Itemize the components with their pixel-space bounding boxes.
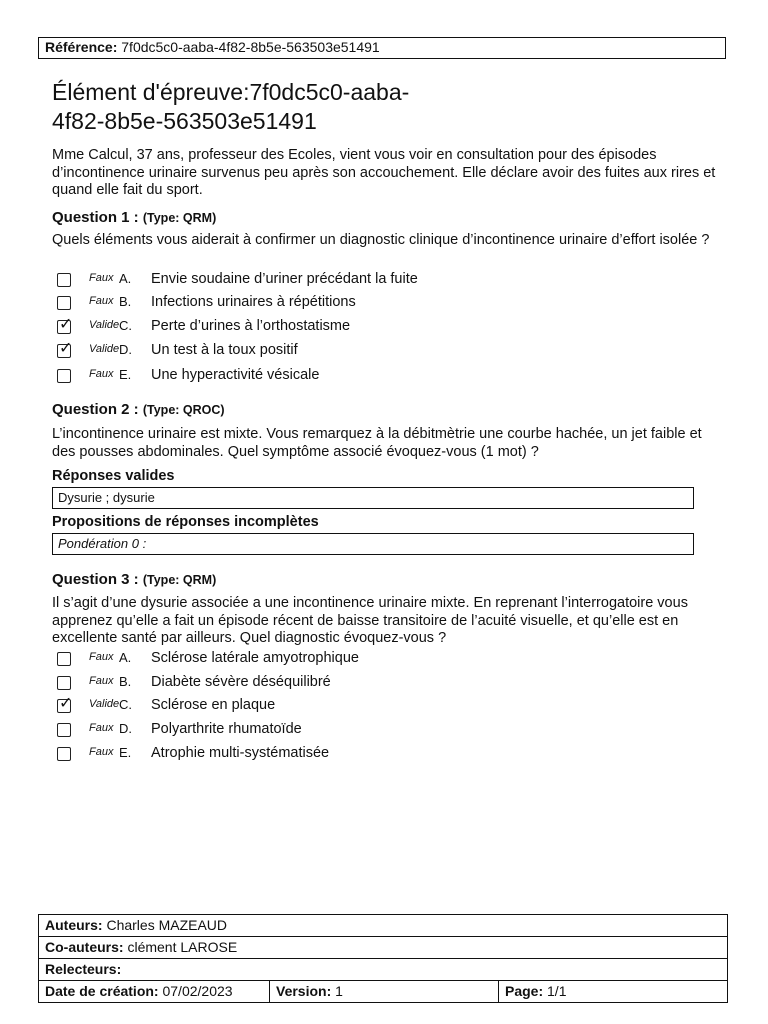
option-status: Faux (89, 675, 114, 687)
option-status: Valide (89, 319, 120, 331)
option-status: Valide (89, 698, 120, 710)
option-status: Faux (89, 272, 114, 284)
option-text: Une hyperactivité vésicale (151, 367, 320, 383)
page-label: Page: (505, 983, 544, 999)
option-status: Valide (89, 343, 120, 355)
version-cell (270, 981, 499, 1003)
coauthors-label: Co-auteurs: (45, 939, 124, 955)
option-letter: B. (119, 294, 132, 309)
question-1-option-b[interactable] (57, 293, 697, 313)
option-text: Un test à la toux positif (151, 342, 298, 358)
option-letter: C. (119, 318, 132, 333)
question-2-heading (52, 401, 225, 419)
option-letter: D. (119, 342, 132, 357)
question-3-label: Question 3 : (52, 571, 139, 588)
date-value: 07/02/2023 (162, 983, 233, 999)
date-cell (39, 981, 270, 1003)
coauthors-value: clément LAROSE (127, 939, 238, 955)
version-label: Version: (276, 983, 332, 999)
question-2-type: (Type: QROC) (142, 403, 225, 417)
reviewers-label: Relecteurs: (45, 961, 122, 977)
question-3-heading (52, 571, 216, 589)
question-2-label: Question 2 : (52, 401, 139, 418)
option-text: Atrophie multi-systématisée (151, 745, 330, 761)
checkbox[interactable] (57, 723, 71, 737)
reference-value: 7f0dc5c0-aaba-4f82-8b5e-563503e51491 (121, 39, 380, 55)
question-3-type: (Type: QRM) (142, 573, 217, 587)
checkbox[interactable] (57, 338, 73, 358)
question-1-heading (52, 209, 216, 227)
checkbox[interactable] (57, 296, 71, 310)
authors-value: Charles MAZEAUD (106, 917, 228, 933)
valid-answers-box: Dysurie ; dysurie (52, 487, 694, 509)
option-letter: C. (119, 697, 132, 712)
metadata-footer (38, 914, 728, 1003)
question-1-option-a[interactable] (57, 270, 697, 290)
option-status: Faux (89, 651, 114, 663)
question-1-text: Quels éléments vous aiderait à confirmer un diagnostic clinique d’incontinence urinaire d’effort isolée ? (52, 232, 710, 248)
checkbox[interactable] (57, 747, 71, 761)
option-letter: B. (119, 674, 132, 689)
option-letter: D. (119, 721, 132, 736)
check-icon: ✓ (59, 693, 73, 712)
question-3-text: Il s’agit d’une dysurie associée a une incontinence urinaire mixte. En reprenant l’interrogatoire vous apprenez qu’elle a fait un épisode récent de baisse transitoire de l’acuité visuelle, et qu’elle est en excellente santé par ailleurs. Quel diagnostic évoquez-vous ? (52, 595, 688, 646)
version-value: 1 (335, 983, 343, 999)
page-title: Élément d'épreuve:7f0dc5c0-aaba-4f82-8b5e-563503e51491 (52, 79, 410, 134)
reference-box (38, 37, 726, 59)
page-value: 1/1 (547, 983, 567, 999)
option-status: Faux (89, 295, 114, 307)
option-text: Polyarthrite rhumatoïde (151, 721, 302, 737)
option-letter: E. (119, 367, 132, 382)
coauthors-cell (39, 937, 728, 959)
valid-answers-label: Réponses valides (52, 468, 175, 484)
checkbox[interactable] (57, 676, 71, 690)
option-text: Perte d’urines à l’orthostatisme (151, 318, 351, 334)
authors-label: Auteurs: (45, 917, 103, 933)
check-icon: ✓ (59, 314, 73, 333)
question-3-option-b[interactable] (57, 673, 697, 693)
partial-answers-box: Pondération 0 : (52, 533, 694, 555)
option-letter: E. (119, 745, 132, 760)
checkbox[interactable] (57, 314, 73, 334)
checkbox[interactable] (57, 369, 71, 383)
reviewers-cell (39, 959, 728, 981)
option-text: Sclérose latérale amyotrophique (151, 650, 359, 666)
partial-answers-label: Propositions de réponses incomplètes (52, 514, 319, 530)
question-1-type: (Type: QRM) (142, 211, 217, 225)
option-text: Sclérose en plaque (151, 697, 276, 713)
question-1-option-c[interactable] (57, 314, 697, 337)
question-1-label: Question 1 : (52, 209, 139, 226)
question-3-option-a[interactable] (57, 649, 697, 669)
option-status: Faux (89, 722, 114, 734)
option-text: Diabète sévère déséquilibré (151, 674, 331, 690)
option-text: Infections urinaires à répétitions (151, 294, 356, 310)
option-letter: A. (119, 271, 132, 286)
option-status: Faux (89, 368, 114, 380)
option-status: Faux (89, 746, 114, 758)
question-2-text: L’incontinence urinaire est mixte. Vous remarquez à la débitmètrie une courbe hachée, un jet faible et des pousses abdominales. Quel symptôme associé évoquez-vous (1 mot) ? (52, 426, 702, 460)
date-label: Date de création: (45, 983, 159, 999)
checkbox[interactable] (57, 693, 73, 713)
checkbox[interactable] (57, 273, 71, 287)
option-letter: A. (119, 650, 132, 665)
checkbox[interactable] (57, 652, 71, 666)
reference-label: Référence: (45, 39, 118, 55)
question-3-option-d[interactable] (57, 720, 697, 740)
question-1-option-d[interactable] (57, 338, 697, 361)
authors-cell (39, 915, 728, 937)
option-text: Envie soudaine d’uriner précédant la fuite (151, 271, 418, 287)
question-3-option-e[interactable] (57, 744, 697, 764)
case-intro: Mme Calcul, 37 ans, professeur des Ecoles, vient vous voir en consultation pour des épisodes d’incontinence urinaire survenus peu après son accouchement. Elle déclare avoir des fuites aux rires et quand elle fait du sport. (52, 147, 716, 198)
question-3-option-c[interactable] (57, 693, 697, 716)
page-cell (499, 981, 728, 1003)
question-1-option-e[interactable] (57, 366, 697, 386)
check-icon: ✓ (59, 338, 73, 357)
